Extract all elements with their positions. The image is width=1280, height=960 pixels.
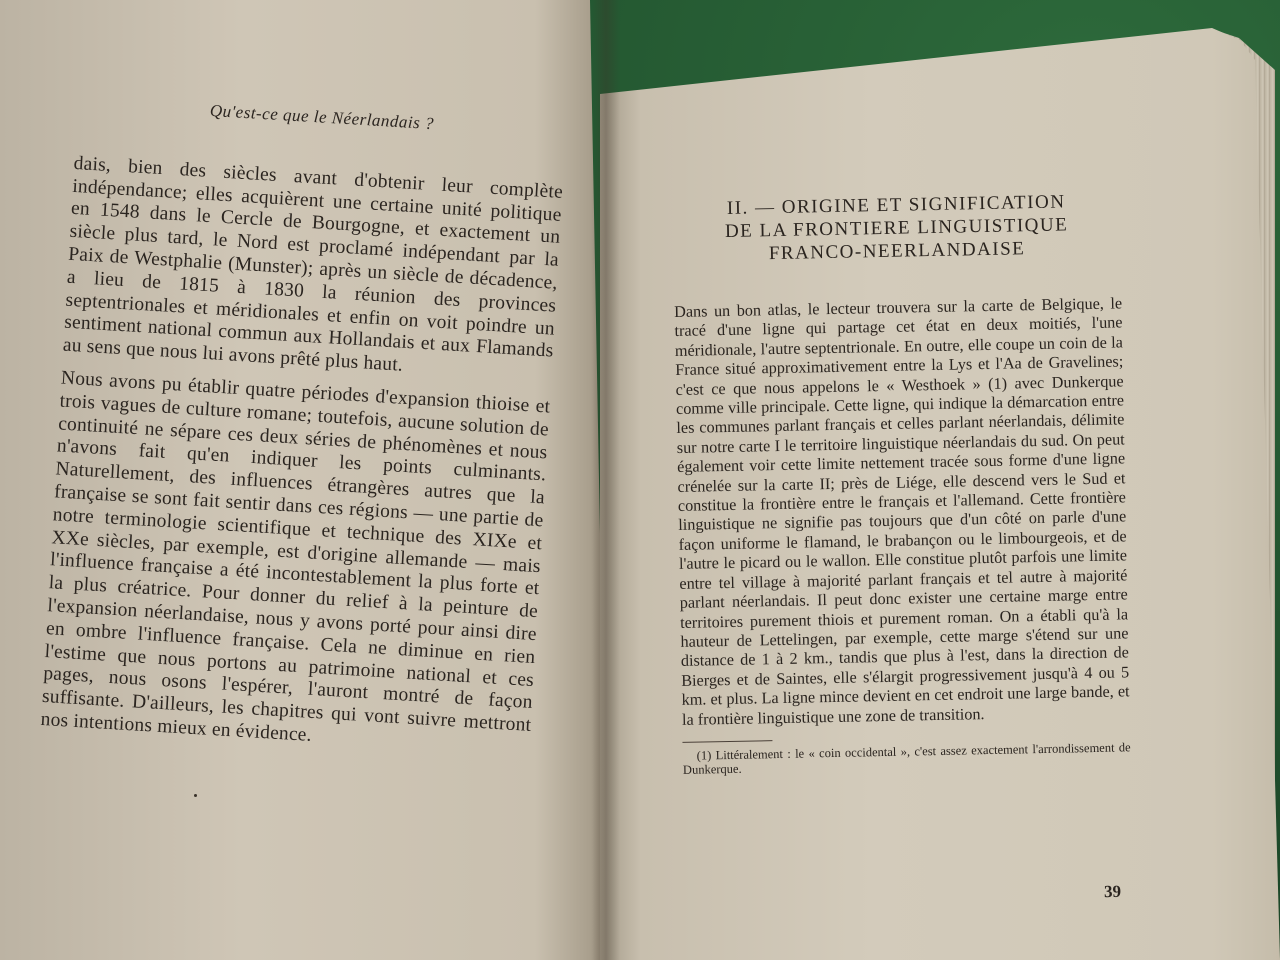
footnote-divider — [682, 740, 772, 743]
running-head: Qu'est-ce que le Néerlandais ? — [209, 100, 435, 134]
right-page-text — [672, 189, 1131, 776]
page-number: 39 — [1103, 881, 1122, 902]
chapter-heading-line-1: II. — ORIGINE ET SIGNIFICATION — [726, 191, 1066, 219]
chapter-heading-line-3: FRANCO-NEERLANDAISE — [768, 238, 1026, 265]
left-paragraph-2: Nous avons pu établir quatre périodes d'expansion thioise et trois vagues de culture romane; toutefois, aucune solution de continuité ne sépare ces deux séries de phénomènes et nous n'avons fait qu'en indiquer les points culminants. Naturellement, des influences étrangères autres que la française se sont fait sentir dans ces régions — une partie de notre terminologie scientifique et technique des XIXe et XXe siècles, par exemple, est d'origine allemande — mais l'influence française a été incontestablement la plus forte et la plus créatrice. Pour donner du relief à la peinture de l'expansion néerlandaise, nous y avons porté pour ainsi dire en ombre l'influence française. Cela ne diminue en rien l'estime que nous portons au patrimoine national et ces pages, nous osons l'espérer, l'auront montré de façon suffisante. D'ailleurs, les chapitres qui vont suivre mettront nos intentions mieux en évidence. — [40, 367, 551, 746]
chapter-heading — [672, 189, 1121, 267]
book-gutter — [592, 0, 620, 960]
left-page-text — [39, 92, 567, 771]
left-paragraph-1: dais, bien des siècles avant d'obtenir leur complète indépendance; elles acquièrent une certaine unité politique en 1548 dans le Cercle de Bourgogne, et exactement un siècle plus tard, le Nord est proclamé indépendant par la Paix de Westphalie (Munster); après un siècle de décadence, a lieu de 1815 à 1830 la réunion des provinces septentrionales et méridionales et enfin on voit poindre un sentiment national commun aux Hollandais et aux Flamands au sens que nous lui avons prêté plus haut. — [62, 152, 564, 376]
right-body-paragraph: Dans un bon atlas, le lecteur trouvera sur la carte de Belgique, le tracé d'une ligne qui partage cet état en deux moitiés, l'une méridionale, l'autre septentrionale. En outre, elle coupe un coin de la France situé approximativement entre la Lys et l'Aa de Gravelines; c'est ce que nous appelons le « Westhoek » (1) avec Dunkerque comme ville principale. Cette ligne, qui indique la démarcation entre les communes parlant français et celles parlant néerlandais, délimite sur notre carte I le territoire linguistique néerlandais du sud. On peut également voir cette limite nettement tracée sous forme d'une ligne crénelée sur la carte II; près de Liége, elle descend vers le Sud et constitue la frontière entre le français et l'allemand. Cette frontière linguistique ne signifie pas toujours que d'un côté on parle d'une façon uniforme le flamand, le brabançon ou le limbourgeois, et de l'autre le picard ou le wallon. Elle constitue plutôt parfois une limite entre tel village à majorité parlant français et tel autre à majorité parlant néerlandais. Il peut donc exister une certaine marge entre territoires purement thiois et purement roman. On a établi qu'à la hauteur de Lettelingen, par exemple, cette marge s'étend sur une distance de 1 à 2 km., tandis que plus à l'est, dans la direction de Bierges et de Saintes, elle s'élargit progressivement jusqu'à 4 ou 5 km. et plus. La ligne mince devient en cet endroit une large bande, et la frontière linguistique une zone de transition. — [674, 294, 1130, 729]
chapter-heading-line-2: DE LA FRONTIERE LINGUISTIQUE — [724, 214, 1069, 242]
ink-speck — [194, 794, 197, 797]
footnote: (1) Littéralement : le « coin occidental », c'est assez exactement l'arrondissement de Dunkerque. — [682, 740, 1131, 777]
